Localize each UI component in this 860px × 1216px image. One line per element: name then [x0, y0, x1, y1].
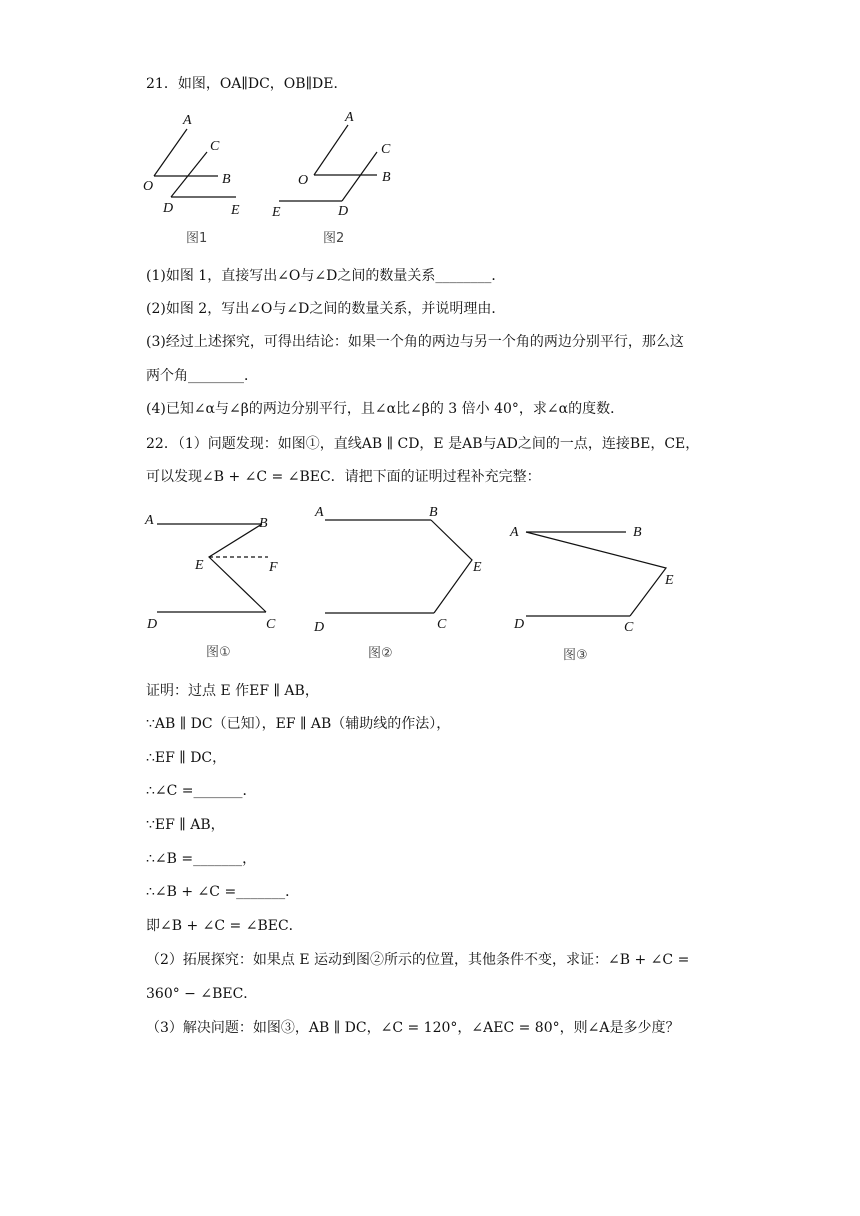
label-e: E	[195, 558, 204, 573]
q22-stem-line1: 22．（1）问题发现：如图①，直线AB ∥ CD，E 是AB与AD之间的一点，连接BE，CE，	[146, 436, 700, 452]
q21-part3-line1: (3)经过上述探究，可得出结论：如果一个角的两边与另一个角的两边分别平行，那么这	[146, 334, 684, 350]
label-a: A	[510, 525, 519, 540]
fig2-caption: 图②	[368, 646, 393, 661]
q21-stem: 21．如图，OA∥DC，OB∥DE．	[146, 76, 348, 92]
path-bec	[209, 524, 266, 612]
fig1-caption: 图1	[186, 231, 208, 246]
q21-figure-1	[140, 108, 260, 248]
label-e: E	[665, 573, 674, 588]
label-d: D	[314, 620, 325, 635]
segment-dc	[171, 152, 207, 197]
label-d: D	[338, 204, 349, 219]
label-f: F	[269, 560, 278, 575]
segment-oa	[154, 129, 187, 176]
q22-figure-1	[140, 505, 300, 670]
label-e: E	[231, 203, 240, 218]
q22-figure-2	[308, 500, 498, 670]
label-b: B	[259, 516, 268, 531]
label-b: B	[429, 505, 438, 520]
q22-part3: （3）解决问题：如图③，AB ∥ DC，∠C = 120°，∠AEC = 80°，则∠A是多少度？	[146, 1020, 680, 1036]
proof-line-6: ∴∠B =_______，	[146, 851, 257, 867]
q22-stem-line2: 可以发现∠B + ∠C = ∠BEC．请把下面的证明过程补充完整：	[146, 469, 541, 485]
proof-line-3: ∴EF ∥ DC，	[146, 750, 227, 766]
segment-oa	[314, 125, 348, 175]
proof-line-4: ∴∠C =_______．	[146, 783, 257, 799]
q21-part4: (4)已知∠α与∠β的两边分别平行，且∠α比∠β的 3 倍小 40°，求∠α的度数．	[146, 401, 625, 417]
label-e: E	[473, 560, 482, 575]
segment-dc	[342, 152, 377, 201]
label-d: D	[147, 617, 158, 632]
proof-line-8: 即∠B + ∠C = ∠BEC．	[146, 918, 303, 934]
label-d: D	[163, 201, 174, 216]
label-b: B	[382, 170, 391, 185]
proof-line-7: ∴∠B + ∠C =_______．	[146, 884, 300, 900]
q21-part3-line2: 两个角________．	[146, 368, 258, 384]
label-o: O	[143, 179, 154, 194]
label-c: C	[437, 617, 447, 632]
fig3-caption: 图③	[563, 648, 588, 663]
label-b: B	[633, 525, 642, 540]
proof-line-5: ∵EF ∥ AB，	[146, 817, 225, 833]
q22-part2-line2: 360° − ∠BEC．	[146, 986, 258, 1002]
label-c: C	[381, 142, 391, 157]
label-e: E	[272, 205, 281, 220]
label-a: A	[183, 113, 192, 128]
q21-part2: (2)如图 2，写出∠O与∠D之间的数量关系，并说明理由．	[146, 301, 506, 317]
label-a: A	[145, 513, 154, 528]
path-aec	[526, 532, 666, 616]
label-c: C	[210, 139, 220, 154]
label-a: A	[315, 505, 324, 520]
proof-line-2: ∵AB ∥ DC（已知），EF ∥ AB（辅助线的作法），	[146, 716, 451, 732]
q21-figure-2	[268, 104, 408, 248]
label-d: D	[514, 617, 525, 632]
label-o: O	[298, 173, 309, 188]
q22-figure-3	[505, 515, 695, 670]
label-a: A	[345, 110, 354, 125]
q22-part2-line1: （2）拓展探究：如果点 E 运动到图②所示的位置，其他条件不变，求证：∠B + ∠C =	[146, 952, 690, 968]
path-bec	[431, 520, 472, 613]
label-c: C	[624, 620, 634, 635]
fig2-caption: 图2	[323, 231, 345, 246]
fig1-caption: 图①	[206, 645, 231, 660]
label-c: C	[266, 617, 276, 632]
proof-line-1: 证明：过点 E 作EF ∥ AB，	[146, 683, 319, 699]
label-b: B	[222, 172, 231, 187]
q21-part1: (1)如图 1，直接写出∠O与∠D之间的数量关系________．	[146, 268, 506, 284]
